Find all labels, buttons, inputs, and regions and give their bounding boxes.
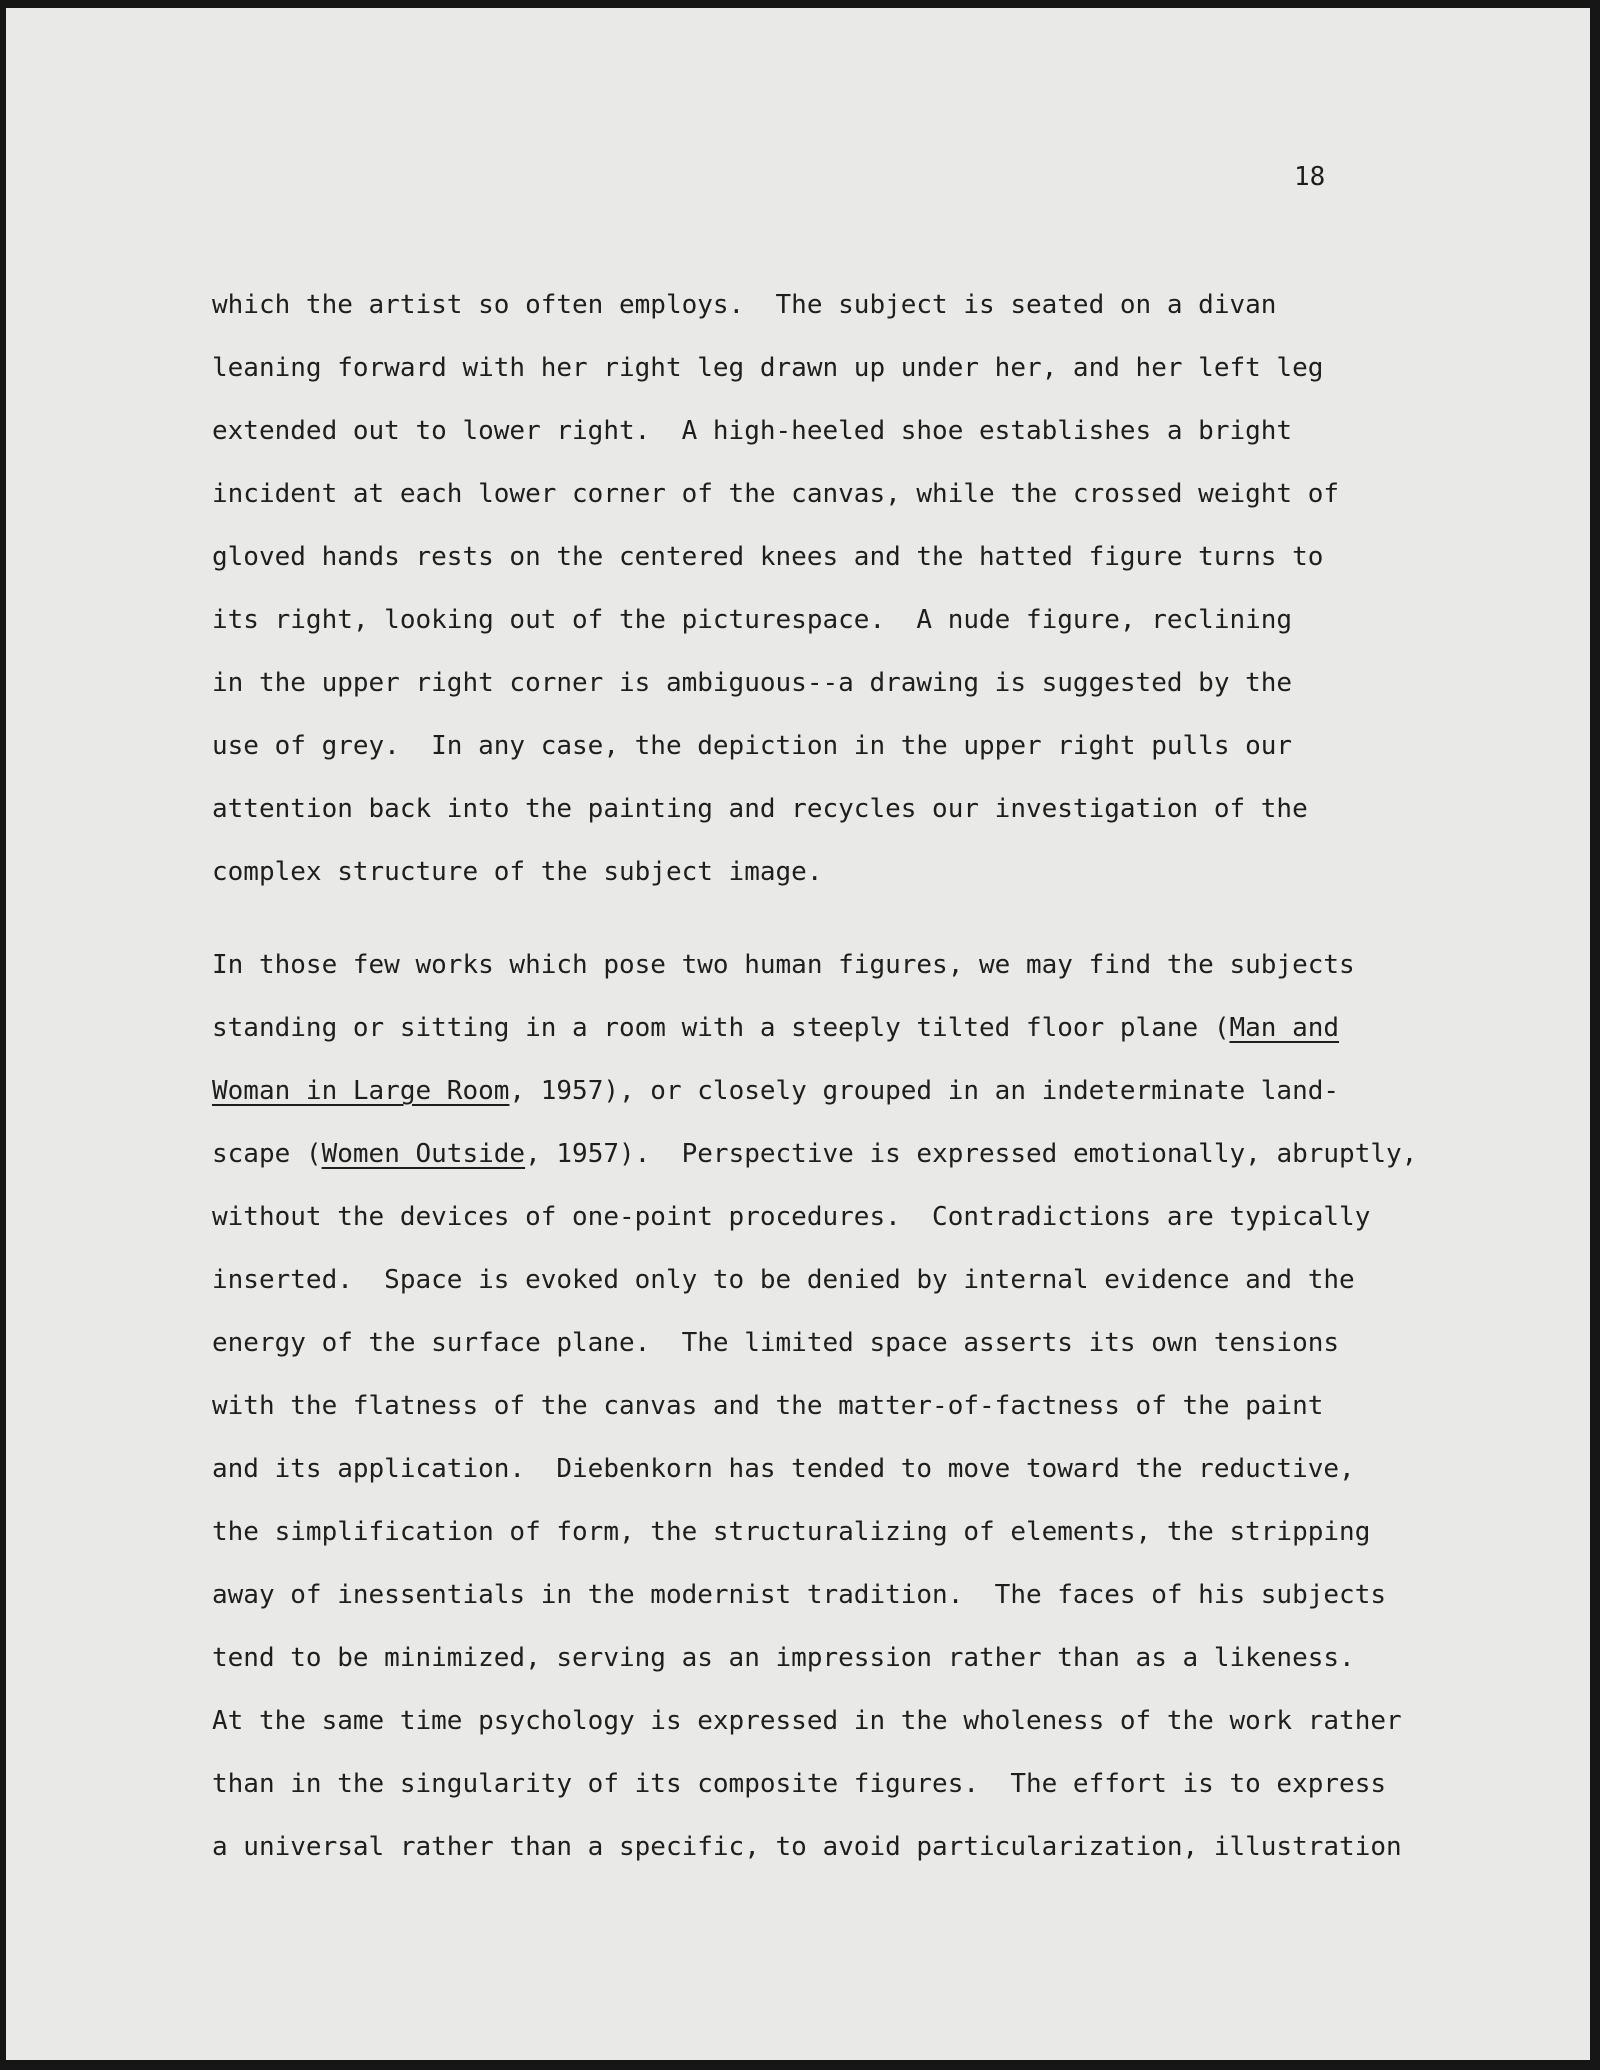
text-line: complex structure of the subject image.	[212, 857, 823, 887]
text-line: tend to be minimized, serving as an impression rather than as a likeness.	[212, 1643, 1355, 1673]
text-line: incident at each lower corner of the canvas, while the crossed weight of	[212, 479, 1340, 509]
text-line: in the upper right corner is ambiguous--a drawing is suggested by the	[212, 668, 1293, 698]
artwork-title: Women Outside	[321, 1139, 526, 1169]
text-line: energy of the surface plane. The limited space asserts its own tensions	[212, 1328, 1340, 1358]
text-line: away of inessentials in the modernist tradition. The faces of his subjects	[212, 1580, 1386, 1610]
text-line: attention back into the painting and recycles our investigation of the	[212, 794, 1308, 824]
text-line	[212, 1137, 1417, 1171]
text-line: gloved hands rests on the centered knees and the hatted figure turns to	[212, 542, 1324, 572]
text-line	[212, 1011, 1339, 1045]
text-line: extended out to lower right. A high-heeled shoe establishes a bright	[212, 416, 1293, 446]
text-line: the simplification of form, the structuralizing of elements, the stripping	[212, 1517, 1371, 1547]
text-line: a universal rather than a specific, to avoid particularization, illustration	[212, 1832, 1402, 1862]
text-line: with the flatness of the canvas and the matter-of-factness of the paint	[212, 1391, 1324, 1421]
text-line: and its application. Diebenkorn has tended to move toward the reductive,	[212, 1454, 1355, 1484]
text-segment: , 1957). Perspective is expressed emotionally, abruptly,	[525, 1139, 1418, 1169]
text-line: In those few works which pose two human figures, we may find the subjects	[212, 950, 1355, 980]
text-line: than in the singularity of its composite figures. The effort is to express	[212, 1769, 1386, 1799]
text-segment: , 1957), or closely grouped in an indeterminate land-	[509, 1076, 1340, 1106]
text-line: At the same time psychology is expressed in the wholeness of the work rather	[212, 1706, 1402, 1736]
document-page	[6, 8, 1590, 2060]
text-line: without the devices of one-point procedures. Contradictions are typically	[212, 1202, 1371, 1232]
artwork-title: Woman in Large Room	[212, 1076, 510, 1106]
artwork-title: Man and	[1229, 1013, 1340, 1043]
text-segment: scape (	[212, 1139, 322, 1169]
text-line	[212, 1074, 1339, 1108]
text-line: inserted. Space is evoked only to be denied by internal evidence and the	[212, 1265, 1355, 1295]
text-line: use of grey. In any case, the depiction in the upper right pulls our	[212, 731, 1293, 761]
page-number: 18	[1294, 162, 1326, 192]
text-line: its right, looking out of the picturespace. A nude figure, reclining	[212, 605, 1293, 635]
text-segment: standing or sitting in a room with a steeply tilted floor plane (	[212, 1013, 1230, 1043]
text-line: leaning forward with her right leg drawn up under her, and her left leg	[212, 353, 1324, 383]
text-line: which the artist so often employs. The subject is seated on a divan	[212, 290, 1277, 320]
